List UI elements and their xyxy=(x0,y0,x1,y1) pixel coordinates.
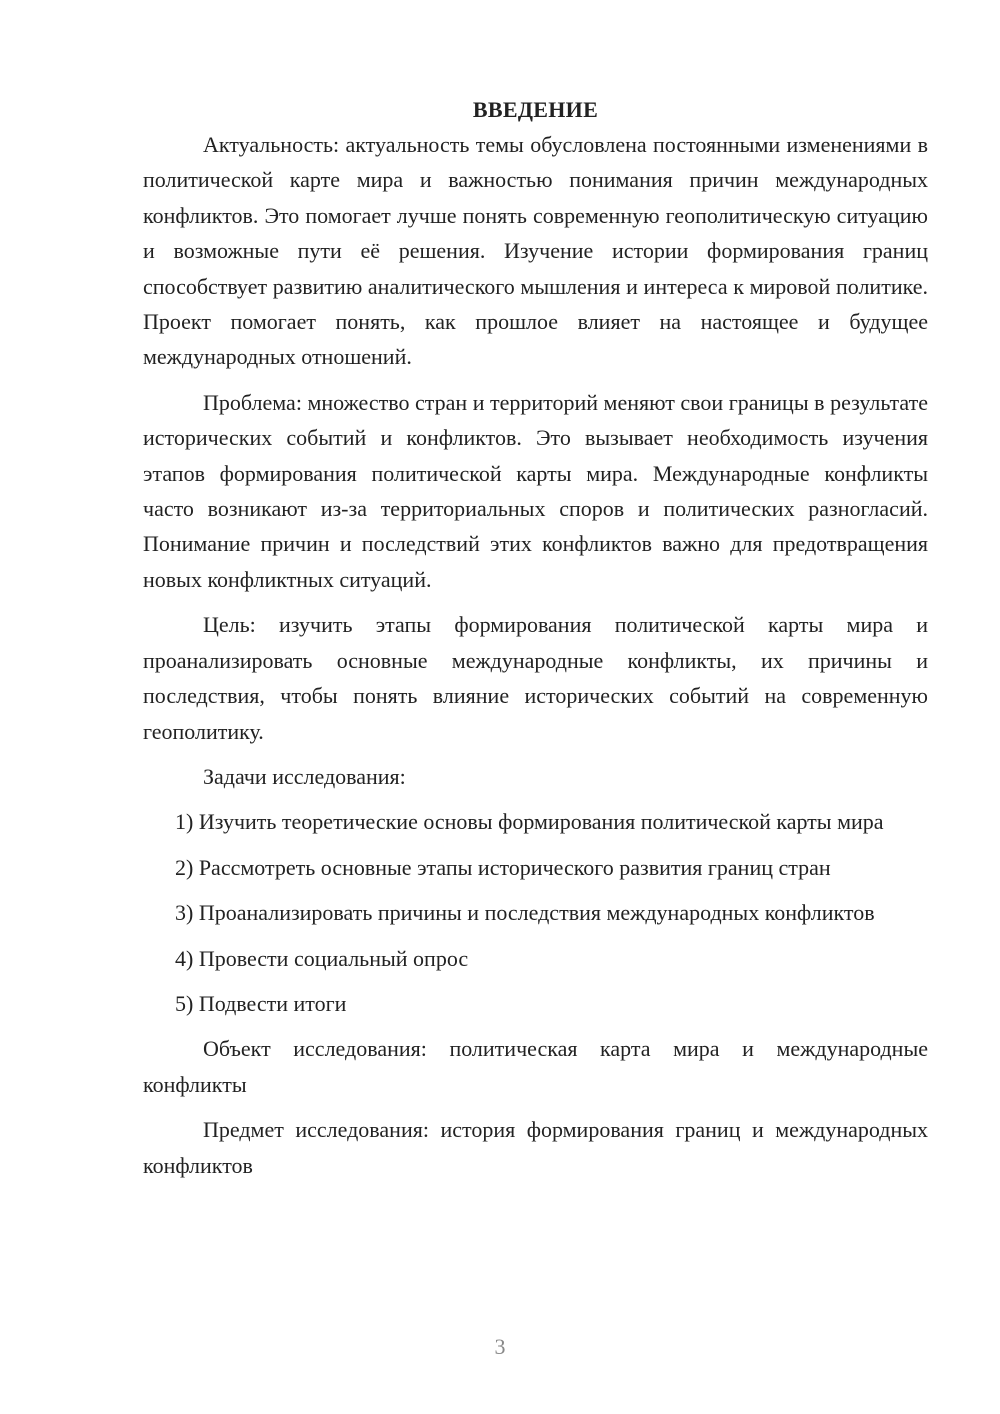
task-item: 4) Провести социальный опрос xyxy=(175,945,469,971)
paragraph-object: Объект исследования: политическая карта мира и международные конфликты xyxy=(143,1036,928,1097)
task-item: 2) Рассмотреть основные этапы исторического развития границ стран xyxy=(175,854,831,880)
page-number: 3 xyxy=(494,1334,506,1359)
paragraph-problem: Проблема: множество стран и территорий меняют свои границы в результате исторических событий и конфликтов. Это вызывает необходимость изучения этапов формирования политической карты мира. Международные конфликты часто возникают из-за территориальных споров и политических разногласий. Понимание причин и последствий этих конфликтов важно для предотвращения новых конфликтных ситуаций. xyxy=(143,389,928,592)
page-title: ВВЕДЕНИЕ xyxy=(472,97,599,122)
paragraph-subject: Предмет исследования: история формирования границ и международных конфликтов xyxy=(143,1117,928,1178)
task-item: 3) Проанализировать причины и последствия международных конфликтов xyxy=(175,900,875,926)
paragraph-relevance: Актуальность: актуальность темы обусловлена постоянными изменениями в политической карте мира и важностью понимания причин международных конфликтов. Это помогает лучше понять современную геополитическую ситуацию и возможные пути её решения. Изучение истории формирования границ способствует развитию аналитического мышления и интереса к мировой политике. Проект помогает понять, как прошлое влияет на настоящее и будущее международных отношений. xyxy=(143,132,928,370)
task-item: 1) Изучить теоретические основы формирования политической карты мира xyxy=(175,809,884,835)
paragraph-goal: Цель: изучить этапы формирования политической карты мира и проанализировать основные международные конфликты, их причины и последствия, чтобы понять влияние исторических событий на современную геополитику. xyxy=(143,612,928,744)
task-item: 5) Подвести итоги xyxy=(175,990,347,1016)
document-page xyxy=(143,93,928,1193)
paragraph-tasks-heading: Задачи исследования: xyxy=(203,763,406,789)
